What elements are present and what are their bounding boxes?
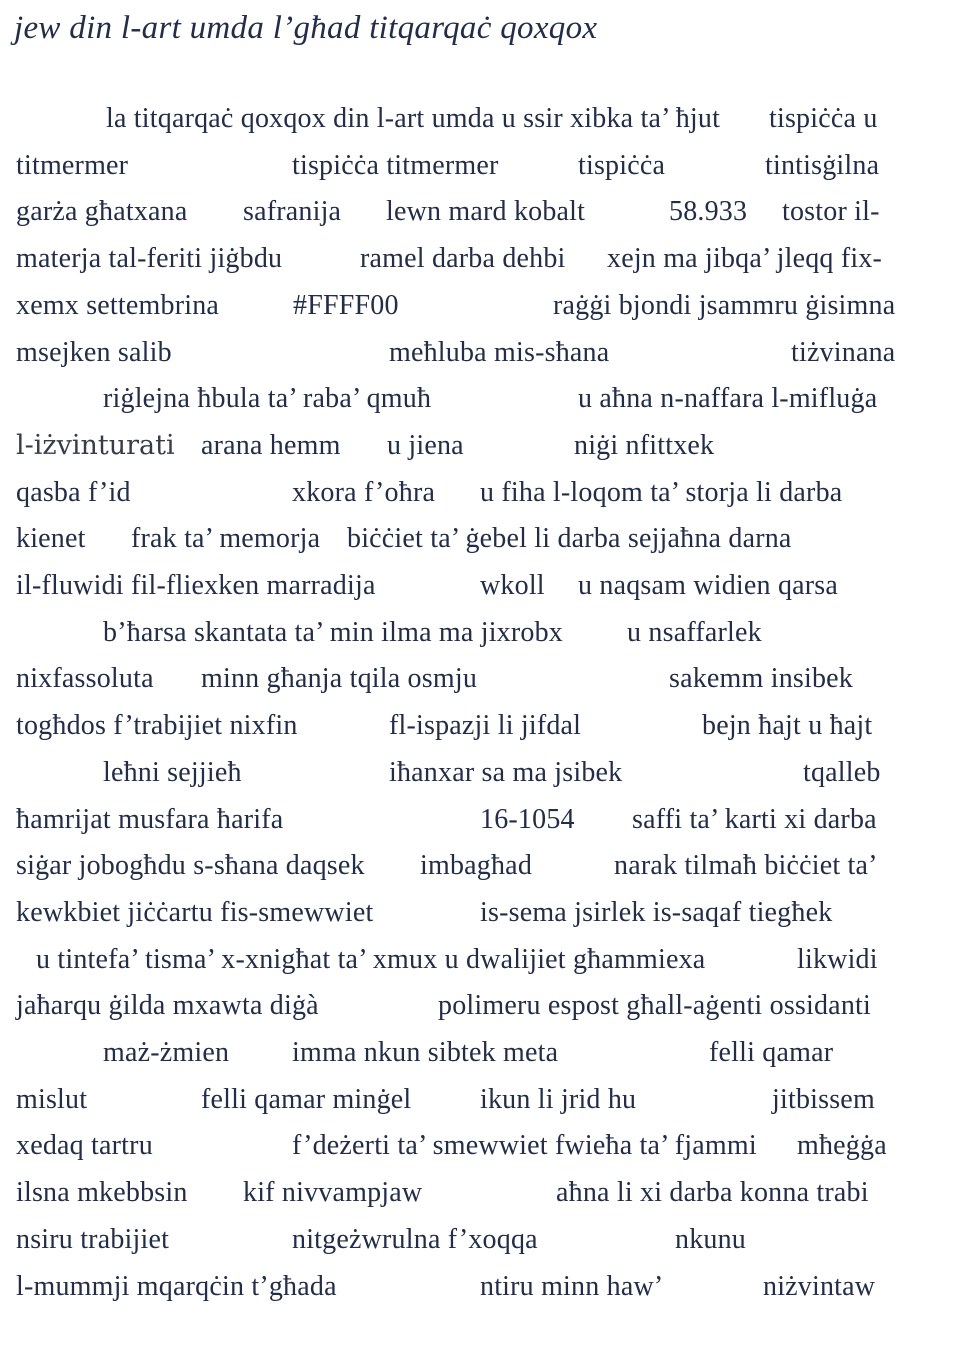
poem-segment: qasba f’id	[16, 476, 131, 508]
poem-segment: #FFFF00	[293, 289, 399, 321]
poem-segment: imma nkun sibtek meta	[292, 1037, 559, 1068]
poem-segment: 58.933	[669, 196, 748, 228]
poem-segment-alt-typeface: l-iżvinturati	[16, 429, 175, 461]
poem-line	[0, 1173, 954, 1220]
poem-line	[0, 613, 954, 660]
poem-segment: nixfassoluta	[16, 663, 154, 695]
poem-segment: u fiha l-loqom ta’ storja li darba	[480, 476, 843, 508]
poem-segment: il-fluwidi fil-fliexken marradija	[16, 570, 376, 601]
poem-line	[0, 473, 954, 520]
poem-segment: xemx settembrina	[16, 289, 220, 321]
poem-segment: tostor il-	[782, 196, 880, 228]
poem-segment: sakemm insibek	[669, 663, 853, 695]
poem-segment: xkora f’oħra	[292, 476, 436, 508]
poem-segment: ilsna mkebbsin	[16, 1177, 188, 1209]
poem-segment: u naqsam widien qarsa	[578, 570, 839, 601]
poem-line	[0, 426, 954, 473]
poem-segment: bejn ħajt u ħajt	[702, 710, 873, 742]
poem-segment: aħna li xi darba konna trabi	[556, 1177, 869, 1209]
poem-segment: maż-żmien	[103, 1037, 230, 1068]
poem-segment: likwidi	[797, 943, 878, 975]
poem-segment: tispiċċa titmermer	[292, 149, 499, 181]
poem-segment: xejn ma jibqa’ jleqq fix-	[607, 243, 883, 275]
poem-segment: u tintefa’ tisma’ x-xnigħat ta’ xmux u dwalijiet għammiexa	[36, 943, 706, 975]
poem-segment: felli qamar	[709, 1037, 834, 1068]
poem-segment: garża għatxana	[16, 196, 188, 228]
poem-segment: saffi ta’ karti xi darba	[632, 803, 877, 835]
poem-line	[0, 146, 954, 193]
poem-segment: biċċiet ta’ ġebel li darba sejjaħna darna	[347, 523, 792, 555]
poem-segment: tiżvinana	[791, 336, 896, 368]
poem-segment: fl-ispazji li jifdal	[389, 710, 582, 742]
poem-line	[0, 846, 954, 893]
poem-segment: meħluba mis-sħana	[389, 336, 610, 368]
poem-line	[0, 986, 954, 1033]
poem-segment: niġi nfittxek	[574, 429, 715, 461]
poem-segment: lewn mard kobalt	[386, 196, 586, 228]
poem-segment: jaħarqu ġilda mxawta diġà	[16, 990, 319, 1022]
poem-segment: ħamrijat musfara ħarifa	[16, 803, 284, 835]
poem-line	[0, 1033, 954, 1080]
poem-segment: u nsaffarlek	[627, 616, 762, 648]
poem-segment: f’deżerti ta’ smewwiet fwieħa ta’ fjammi	[292, 1130, 757, 1162]
poem-segment: mislut	[16, 1083, 88, 1115]
poem-segment: iħanxar sa ma jsibek	[389, 756, 623, 788]
poem-segment: riġlejna ħbula ta’ raba’ qmuħ	[103, 383, 432, 415]
poem-line	[0, 1267, 954, 1314]
poem-segment: kienet	[16, 523, 86, 555]
poem-segment: ntiru minn haw’	[480, 1270, 664, 1302]
poem-line	[0, 519, 954, 566]
poem-line	[0, 333, 954, 380]
poem-segment: kif nivvampjaw	[243, 1177, 423, 1209]
poem-segment: titmermer	[16, 149, 129, 181]
poem-line	[0, 99, 954, 146]
poem-segment: nsiru trabijiet	[16, 1223, 170, 1255]
poem-segment: narak tilmaħ biċċiet ta’	[614, 850, 878, 882]
poem-segment: msejken salib	[16, 336, 172, 368]
poem-segment: leħni sejjieħ	[103, 756, 242, 788]
poem-segment: frak ta’ memorja	[131, 523, 321, 555]
poem-line	[0, 893, 954, 940]
poem-segment: ikun li jrid hu	[480, 1083, 637, 1115]
poem-segment: safranija	[243, 196, 342, 228]
poem-segment: nitgeżwrulna f’xoqqa	[292, 1223, 538, 1255]
poem-segment: wkoll	[480, 570, 545, 601]
poem-segment: is-sema jsirlek is-saqaf tiegħek	[480, 896, 833, 928]
poem-line	[0, 706, 954, 753]
poem-segment: polimeru espost għall-aġenti ossidanti	[438, 990, 871, 1022]
poem-segment: raġġi bjondi jsammru ġisimna	[553, 289, 896, 321]
poem-segment: minn għanja tqila osmju	[201, 663, 478, 695]
poem-line	[0, 1220, 954, 1267]
poem-segment: mħeġġa	[797, 1130, 887, 1162]
poem-segment: siġar jobogħdu s-sħana daqsek	[16, 850, 365, 882]
poem-segment: nkunu	[675, 1223, 746, 1255]
poem-line	[0, 1080, 954, 1127]
poem-segment: ramel darba dehbi	[360, 243, 566, 275]
poem-segment: niżvintaw	[763, 1270, 876, 1302]
poem-line	[0, 1126, 954, 1173]
poem-segment: tispiċċa	[578, 149, 666, 181]
poem-segment: togħdos f’trabijiet nixfin	[16, 710, 298, 742]
poem-segment: kewkbiet jiċċartu fis-smewwiet	[16, 896, 374, 928]
poem-line	[0, 379, 954, 426]
poem-segment: u jiena	[387, 429, 464, 461]
poem-line	[0, 800, 954, 847]
poem-line	[0, 940, 954, 987]
poem-line	[0, 566, 954, 613]
poem-line	[0, 239, 954, 286]
poem-segment: la titqarqaċ qoxqox din l-art umda u ssir xibka ta’ ħjut	[106, 103, 721, 134]
poem-segment: tqalleb	[803, 756, 881, 788]
poem-segment: xedaq tartru	[16, 1130, 153, 1162]
poem-line	[0, 192, 954, 239]
poem-line	[0, 753, 954, 800]
poem-segment: u aħna n-naffara l-mifluġa	[578, 383, 878, 415]
poem-segment: b’ħarsa skantata ta’ min ilma ma jixrobx	[103, 616, 564, 648]
poem-segment: jitbissem	[772, 1083, 875, 1115]
poem-line	[0, 659, 954, 706]
poem-segment: felli qamar minġel	[201, 1083, 412, 1115]
poem-line	[0, 286, 954, 333]
poem-segment: arana hemm	[201, 429, 341, 461]
poem-segment: tintisġilna	[765, 149, 880, 181]
poem-segment: materja tal-feriti jiġbdu	[16, 243, 283, 275]
poem-segment: imbagħad	[420, 850, 533, 882]
poem-segment: tispiċċa u	[769, 103, 878, 134]
poem-title: jew din l-art umda l’għad titqarqaċ qoxqox	[14, 10, 598, 46]
poem-segment: 16-1054	[480, 803, 575, 835]
poem-segment: l-mummji mqarqċin t’għada	[16, 1270, 337, 1302]
